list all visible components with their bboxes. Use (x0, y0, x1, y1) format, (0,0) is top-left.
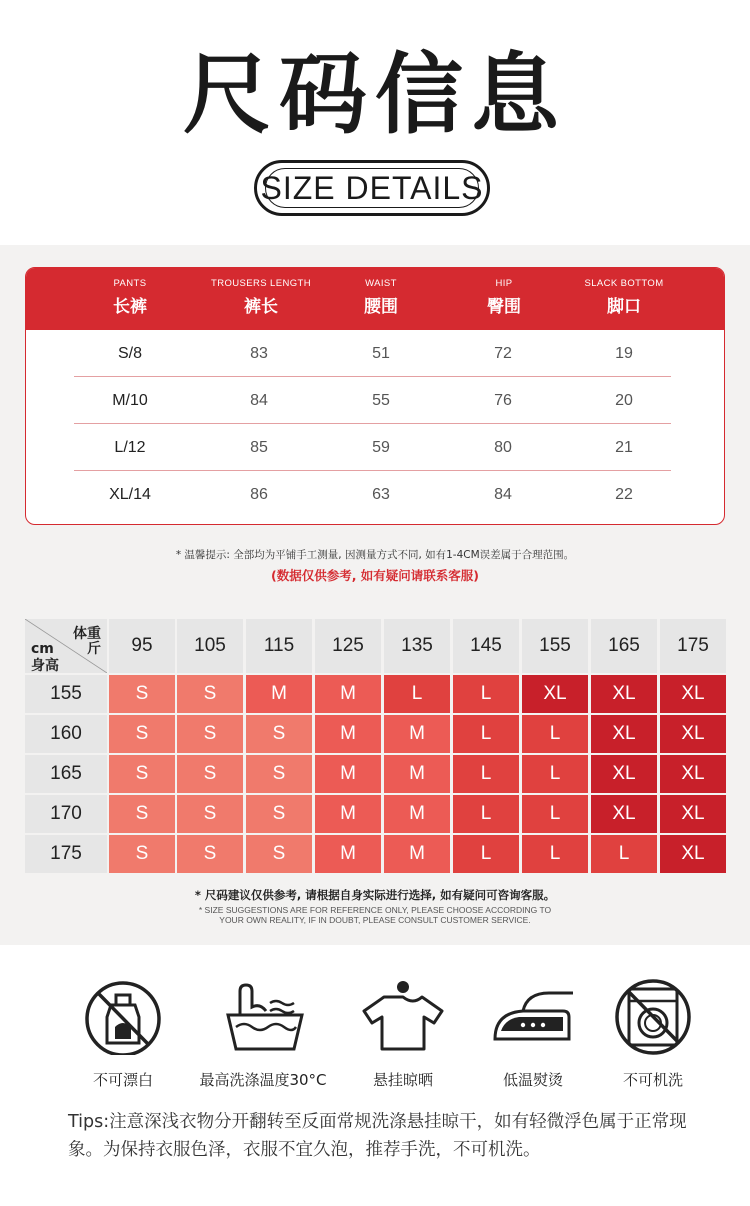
care-label: 悬挂晾晒 (372, 1071, 433, 1089)
table-cell: 21 (615, 439, 633, 456)
weight-header: 175 (660, 619, 726, 673)
hand-wash-icon (208, 975, 318, 1055)
size-table (25, 267, 725, 525)
care-section (0, 945, 750, 1206)
header (0, 0, 750, 245)
column-header-pants: PANTS 长裤 (113, 278, 147, 317)
column-header-slack-bottom: SLACK BOTTOM 脚口 (584, 278, 664, 317)
size-label: XL/14 (109, 486, 151, 503)
height-header: 170 (25, 795, 107, 833)
recommendation-note-en-line: YOUR OWN REALITY, IF IN DOUBT, PLEASE CONSULT CUSTOMER SERVICE. (219, 915, 531, 925)
care-item (63, 975, 183, 1090)
size-recommendation-cell: S (246, 715, 312, 753)
care-item (593, 975, 713, 1090)
size-recommendation-cell: L (453, 835, 519, 873)
table-cell: 86 (250, 486, 268, 503)
size-recommendation-cell: XL (591, 715, 657, 753)
size-recommendation-cell: L (522, 715, 588, 753)
column-header-length: TROUSERS LENGTH 裤长 (211, 278, 311, 317)
table-cell: 63 (372, 486, 390, 503)
size-recommendation-cell: M (315, 715, 381, 753)
size-recommendation-cell: S (109, 835, 175, 873)
weight-header: 165 (591, 619, 657, 673)
size-recommendation-cell: XL (660, 715, 726, 753)
size-recommendation-cell: L (522, 835, 588, 873)
care-item (473, 975, 593, 1090)
size-recommendation-cell: S (109, 715, 175, 753)
measurement-note: * 温馨提示: 全部均为平铺手工测量, 因测量方式不同, 如有1-4CM误差属于合理范围。 (175, 549, 575, 561)
grid-corner-header (25, 619, 107, 673)
weight-header: 155 (522, 619, 588, 673)
table-cell: 80 (494, 439, 512, 456)
table-cell: 55 (372, 392, 390, 409)
page-subtitle: SIZE DETAILS (254, 160, 490, 216)
table-cell: 51 (372, 345, 390, 362)
size-recommendation-cell: L (522, 795, 588, 833)
table-row (74, 471, 671, 518)
table-row (74, 330, 671, 377)
weight-unit: 斤 (87, 641, 101, 657)
table-cell: 85 (250, 439, 268, 456)
size-recommendation-cell: L (453, 795, 519, 833)
column-header-waist: WAIST 腰围 (364, 278, 398, 317)
page-title: 尺码信息 (182, 43, 567, 146)
size-recommendation-cell: M (246, 675, 312, 713)
care-label: 最高洗涤温度30°C (199, 1071, 327, 1089)
weight-header: 145 (453, 619, 519, 673)
size-recommendation-cell: XL (660, 675, 726, 713)
size-recommendation-cell: XL (591, 795, 657, 833)
table-cell: 84 (250, 392, 268, 409)
table-cell: 72 (494, 345, 512, 362)
low-iron-icon (483, 975, 583, 1055)
size-recommendation-cell: S (109, 795, 175, 833)
height-label: 身高 (31, 658, 59, 674)
size-table-header (26, 268, 725, 330)
size-recommendation-cell: M (384, 755, 450, 793)
size-recommendation-cell: M (315, 755, 381, 793)
weight-label: 体重 (73, 626, 101, 642)
size-recommendation-cell: XL (591, 755, 657, 793)
table-row (74, 424, 671, 471)
weight-header: 125 (315, 619, 381, 673)
table-cell: 83 (250, 345, 268, 362)
size-recommendation-cell: S (177, 795, 243, 833)
no-bleach-icon (83, 975, 163, 1055)
table-cell: 76 (494, 392, 512, 409)
hang-dry-icon (356, 975, 450, 1055)
reference-note: (数据仅供参考, 如有疑问请联系客服) (270, 568, 480, 583)
size-label: M/10 (112, 392, 148, 409)
size-recommendation-cell: M (315, 675, 381, 713)
size-recommendation-cell: S (246, 795, 312, 833)
size-table-section (0, 245, 750, 605)
size-recommendation-cell: M (384, 835, 450, 873)
height-unit: cm (31, 641, 54, 657)
table-cell: 84 (494, 486, 512, 503)
care-tips: Tips:注意深浅衣物分开翻转至反面常规洗涤悬挂晾干，如有轻微浮色属于正常现象。为保持衣服色泽，衣服不宜久泡，推荐手洗，不可机洗。 (68, 1112, 687, 1160)
height-header: 160 (25, 715, 107, 753)
size-recommendation-cell: S (246, 835, 312, 873)
weight-header: 135 (384, 619, 450, 673)
size-recommendation-cell: XL (660, 835, 726, 873)
size-recommendation-cell: M (384, 795, 450, 833)
table-row (74, 377, 671, 424)
size-recommendation-cell: S (177, 715, 243, 753)
table-cell: 20 (615, 392, 633, 409)
care-item (343, 975, 463, 1090)
size-recommendation-cell: L (384, 675, 450, 713)
size-recommendation-cell: S (109, 755, 175, 793)
table-cell: 22 (615, 486, 633, 503)
recommendation-note: * 尺码建议仅供参考, 请根据自身实际进行选择, 如有疑问可咨询客服。 (194, 888, 556, 902)
recommendation-note-en (0, 905, 750, 925)
height-header: 175 (25, 835, 107, 873)
no-machine-wash-icon (613, 975, 693, 1055)
care-label: 不可机洗 (622, 1071, 683, 1089)
weight-header: 95 (109, 619, 175, 673)
table-cell: 19 (615, 345, 633, 362)
care-label: 不可漂白 (92, 1071, 153, 1089)
table-cell: 59 (372, 439, 390, 456)
size-recommendation-cell: XL (660, 755, 726, 793)
weight-header: 115 (246, 619, 312, 673)
size-recommendation-cell: S (109, 675, 175, 713)
size-label: S/8 (117, 345, 142, 362)
size-recommendation-cell: M (384, 715, 450, 753)
size-recommendation-cell: L (591, 835, 657, 873)
size-recommendation-cell: S (177, 755, 243, 793)
size-recommendation-cell: L (453, 675, 519, 713)
column-header-hip: HIP 臀围 (487, 278, 521, 317)
size-recommendation-cell: S (177, 675, 243, 713)
size-recommendation-cell: L (453, 715, 519, 753)
height-header: 155 (25, 675, 107, 713)
size-recommendation-section (0, 605, 750, 945)
size-recommendation-cell: S (177, 835, 243, 873)
size-recommendation-cell: L (522, 755, 588, 793)
size-recommendation-cell: XL (591, 675, 657, 713)
size-recommendation-cell: M (315, 835, 381, 873)
weight-header: 105 (177, 619, 243, 673)
recommendation-note-en-line: * SIZE SUGGESTIONS ARE FOR REFERENCE ONLY, PLEASE CHOOSE ACCORDING TO (198, 905, 552, 915)
size-recommendation-cell: XL (522, 675, 588, 713)
size-recommendation-cell: L (453, 755, 519, 793)
size-recommendation-cell: S (246, 755, 312, 793)
height-header: 165 (25, 755, 107, 793)
size-recommendation-cell: XL (660, 795, 726, 833)
care-item (193, 975, 333, 1090)
care-label: 低温熨烫 (502, 1071, 563, 1089)
size-recommendation-cell: M (315, 795, 381, 833)
size-recommendation-grid (25, 619, 725, 877)
size-label: L/12 (114, 439, 146, 456)
